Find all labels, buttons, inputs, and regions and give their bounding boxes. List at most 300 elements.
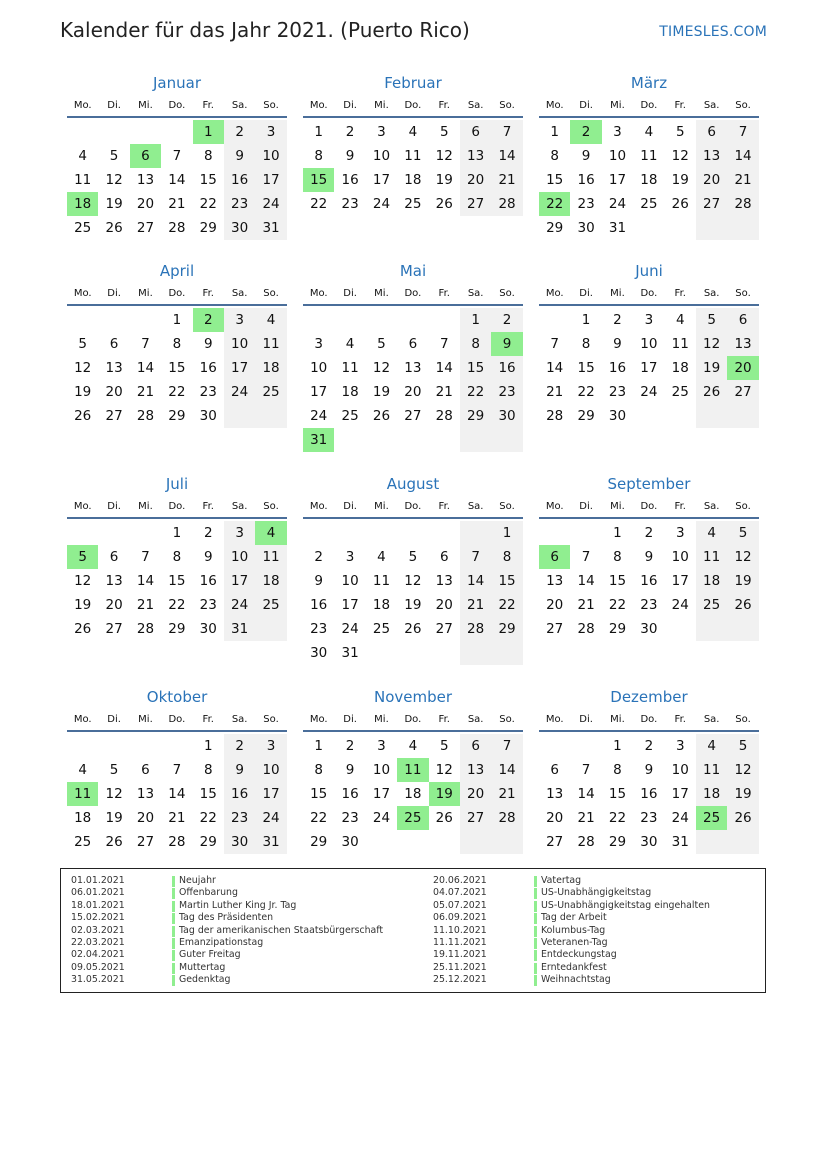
holiday-date: 05.07.2021 [433,899,487,911]
weekday-label: Sa. [467,714,484,725]
month-name: Dezember [610,688,688,706]
day-cell: 1 [460,308,491,332]
day-cell: 16 [640,786,658,802]
day-cell: 13 [460,758,491,782]
day-cell: 22 [168,597,186,613]
day-cell: 15 [168,360,186,376]
holiday-date: 19.11.2021 [433,949,487,961]
day-cell: 24 [671,810,689,826]
month-name: März [630,74,668,92]
day-cell: 12 [435,148,453,164]
day-cell: 23 [577,196,595,212]
day-cell: 19 [727,569,758,593]
day-cell: 15 [460,356,491,380]
day-cell: 15 [546,172,564,188]
day-cell: 23 [608,384,627,400]
day-cell: 31 [255,216,286,240]
day-cell: 6 [109,336,119,352]
day-cell: 17 [224,356,255,380]
day-cell: 19 [727,782,758,806]
day-cell: 25 [255,593,286,617]
day-cell: 28 [136,621,155,637]
empty-cell [429,830,460,854]
day-cell: 6 [408,336,418,352]
day-cell: 24 [224,593,255,617]
day-cell: 10 [255,758,286,782]
day-cell: 20 [136,810,155,826]
day-cell: 30 [341,834,359,850]
empty-cell [696,830,727,854]
day-cell: 10 [372,762,391,778]
day-cell: 4 [255,521,286,545]
day-cell: 29 [168,408,186,424]
day-cell: 3 [644,312,654,328]
day-cell: 12 [404,573,422,589]
day-cell: 25 [341,408,359,424]
day-cell: 6 [439,549,449,565]
day-cell: 26 [671,196,689,212]
day-grid [539,120,759,240]
day-cell: 9 [314,573,323,589]
day-cell: 4 [644,124,654,140]
weekday-label: Sa. [231,288,248,299]
empty-cell [429,521,460,545]
month-1 [303,72,523,216]
day-grid [67,120,287,240]
empty-cell [67,308,98,332]
day-cell: 29 [491,617,522,641]
day-cell: 27 [727,380,758,404]
holiday-marker [534,888,537,899]
day-cell: 14 [460,569,491,593]
weekday-label: Di. [107,501,121,512]
day-cell: 6 [550,762,559,778]
empty-cell [303,308,334,332]
month-name: November [373,688,453,706]
weekday-header [67,96,287,118]
empty-cell [334,308,365,332]
weekday-label: Mi. [610,288,625,299]
holiday-date: 11.11.2021 [433,936,487,948]
day-cell: 3 [675,525,685,541]
weekday-label: So. [735,100,751,111]
day-cell: 25 [372,621,391,637]
weekday-label: Fr. [202,714,214,725]
day-cell: 5 [727,521,758,545]
empty-cell [255,617,286,641]
day-cell: 4 [696,521,727,545]
day-cell: 5 [727,734,758,758]
empty-cell [696,404,727,428]
day-cell: 14 [577,573,595,589]
day-cell: 30 [577,220,595,236]
day-cell: 2 [224,734,255,758]
day-cell: 26 [105,220,123,236]
empty-cell [491,428,522,452]
day-cell: 23 [224,192,255,216]
empty-cell [366,641,397,665]
day-cell: 24 [341,621,359,637]
holiday-marker [534,913,537,924]
day-cell: 17 [671,786,689,802]
day-cell: 10 [224,332,255,356]
weekday-label: Do. [404,288,422,299]
day-cell: 4 [696,734,727,758]
day-cell: 13 [105,360,123,376]
holiday-name: Tag der amerikanischen Staatsbürgerschaft [179,924,384,936]
weekday-label: So. [263,501,279,512]
weekday-label: Sa. [231,100,248,111]
day-cell: 21 [168,810,186,826]
day-cell: 15 [303,168,334,192]
day-cell: 8 [314,762,323,778]
day-cell: 24 [671,597,689,613]
holiday-date: 11.10.2021 [433,924,487,936]
day-cell: 4 [78,762,87,778]
weekday-label: Fr. [438,288,450,299]
day-cell: 11 [397,758,428,782]
holiday-marker [172,975,175,986]
day-cell: 12 [671,148,689,164]
day-cell: 8 [613,549,622,565]
day-cell: 28 [546,408,564,424]
day-cell: 11 [640,148,658,164]
day-grid [67,734,287,854]
day-cell: 2 [644,525,654,541]
holiday-name: Veteranen-Tag [541,936,608,948]
holiday-date: 02.04.2021 [71,949,125,961]
day-cell: 14 [491,144,522,168]
day-cell: 31 [224,617,255,641]
day-cell: 28 [727,192,758,216]
weekday-label: Fr. [674,288,686,299]
day-cell: 9 [581,148,591,164]
day-cell: 31 [303,428,334,452]
weekday-label: Mo. [309,288,328,299]
day-cell: 14 [136,573,155,589]
holiday-name: Emanzipationstag [179,936,264,948]
day-cell: 18 [404,786,422,802]
day-cell: 7 [727,120,758,144]
day-cell: 10 [372,148,391,164]
day-cell: 23 [310,621,328,637]
day-cell: 6 [460,734,491,758]
day-cell: 8 [203,762,213,778]
day-cell: 5 [439,738,449,754]
day-cell: 14 [168,172,186,188]
day-cell: 12 [727,758,758,782]
day-cell: 13 [696,144,727,168]
day-cell: 11 [67,782,98,806]
day-cell: 11 [671,336,689,352]
day-cell: 13 [136,172,155,188]
day-cell: 27 [435,621,453,637]
weekday-label: Mo. [73,100,92,111]
empty-cell [98,308,129,332]
day-cell: 21 [491,168,522,192]
month-name: August [386,475,440,493]
day-cell: 26 [74,621,92,637]
day-grid [303,120,523,216]
weekday-label: So. [499,501,515,512]
month-7 [303,473,523,665]
holiday-marker [534,876,537,887]
day-cell: 23 [640,597,658,613]
weekday-label: So. [735,288,751,299]
empty-cell [397,428,428,452]
day-cell: 6 [539,545,570,569]
day-grid [303,734,523,854]
holiday-marker [172,950,175,961]
empty-cell [665,216,696,240]
day-cell: 7 [550,336,559,352]
weekday-label: Mo. [545,288,564,299]
day-cell: 5 [109,762,119,778]
month-8 [539,473,759,641]
weekday-label: Fr. [202,501,214,512]
day-cell: 6 [460,120,491,144]
empty-cell [727,404,758,428]
day-cell: 1 [203,738,213,754]
day-cell: 20 [546,597,564,613]
day-cell: 16 [199,360,217,376]
day-cell: 19 [74,597,92,613]
weekday-label: Fr. [674,714,686,725]
empty-cell [460,428,491,452]
weekday-label: Sa. [467,501,484,512]
weekday-label: Mi. [374,714,389,725]
day-cell: 12 [105,172,123,188]
empty-cell [67,734,98,758]
weekday-header [67,710,287,732]
empty-cell [727,830,758,854]
day-cell: 20 [696,168,727,192]
day-cell: 24 [224,380,255,404]
empty-cell [334,521,365,545]
day-cell: 27 [546,621,564,637]
day-cell: 30 [199,408,217,424]
day-cell: 29 [546,220,564,236]
day-cell: 10 [224,545,255,569]
day-cell: 3 [314,336,323,352]
day-cell: 11 [696,545,727,569]
day-cell: 11 [696,758,727,782]
day-cell: 12 [696,332,727,356]
month-5 [539,260,759,428]
weekday-label: Sa. [703,288,720,299]
day-cell: 7 [141,336,150,352]
day-cell: 20 [460,168,491,192]
day-cell: 12 [74,573,92,589]
day-cell: 18 [696,782,727,806]
day-cell: 5 [109,148,119,164]
holiday-date: 18.01.2021 [71,899,125,911]
day-cell: 20 [435,597,453,613]
empty-cell [130,120,161,144]
day-cell: 22 [539,192,570,216]
day-cell: 19 [372,384,391,400]
day-cell: 23 [199,384,217,400]
day-cell: 10 [640,336,658,352]
day-cell: 22 [491,593,522,617]
day-cell: 23 [199,597,217,613]
day-cell: 4 [675,312,685,328]
day-cell: 9 [613,336,622,352]
weekday-label: Sa. [231,714,248,725]
empty-cell [98,734,129,758]
empty-cell [130,308,161,332]
month-11 [539,686,759,854]
day-cell: 4 [408,738,418,754]
weekday-label: Di. [107,100,121,111]
day-cell: 29 [608,621,627,637]
day-cell: 15 [310,786,328,802]
weekday-label: Di. [107,288,121,299]
day-cell: 24 [640,384,658,400]
empty-cell [366,428,397,452]
day-cell: 30 [640,621,658,637]
day-cell: 16 [310,597,328,613]
day-cell: 9 [644,549,654,565]
day-cell: 9 [644,762,654,778]
day-cell: 11 [372,573,391,589]
holiday-marker [534,963,537,974]
day-cell: 17 [224,569,255,593]
day-cell: 6 [109,549,119,565]
weekday-label: Di. [343,100,357,111]
day-cell: 7 [491,120,522,144]
day-cell: 22 [199,196,217,212]
day-cell: 17 [255,782,286,806]
day-cell: 26 [696,380,727,404]
day-cell: 1 [172,312,182,328]
day-cell: 14 [727,144,758,168]
day-cell: 17 [341,597,359,613]
weekday-label: Do. [640,501,658,512]
day-cell: 13 [460,144,491,168]
empty-cell [224,404,255,428]
day-cell: 19 [105,810,123,826]
holiday-marker [172,926,175,937]
day-cell: 7 [172,148,182,164]
holiday-marker [172,901,175,912]
holiday-marker [534,901,537,912]
weekday-header [67,497,287,519]
weekday-label: So. [735,714,751,725]
holiday-name: Neujahr [179,875,216,886]
day-cell: 26 [435,810,453,826]
month-name: April [159,262,195,280]
day-cell: 7 [439,336,449,352]
holiday-name: Entdeckungstag [541,949,617,961]
day-cell: 12 [435,762,453,778]
day-grid [539,734,759,854]
weekday-label: So. [263,288,279,299]
day-cell: 25 [255,380,286,404]
day-cell: 28 [577,834,595,850]
day-cell: 28 [577,621,595,637]
weekday-header [539,96,759,118]
day-cell: 30 [199,621,217,637]
day-cell: 26 [105,834,123,850]
day-cell: 1 [491,521,522,545]
day-cell: 7 [581,762,591,778]
day-cell: 13 [727,332,758,356]
empty-cell [334,428,365,452]
weekday-label: So. [499,288,515,299]
site-link[interactable]: TIMESLES.COM [659,24,767,40]
day-cell: 2 [491,308,522,332]
day-cell: 15 [608,786,627,802]
holiday-name: Vatertag [541,875,582,886]
day-cell: 29 [168,621,186,637]
day-cell: 17 [608,172,627,188]
day-cell: 25 [671,384,689,400]
empty-cell [539,308,570,332]
day-cell: 11 [74,172,92,188]
day-cell: 8 [203,148,213,164]
weekday-label: So. [263,714,279,725]
empty-cell [366,830,397,854]
day-cell: 17 [372,786,391,802]
day-cell: 4 [78,148,87,164]
holiday-marker [172,938,175,949]
day-cell: 2 [193,308,224,332]
holiday-date: 02.03.2021 [71,924,125,936]
day-cell: 28 [168,834,186,850]
day-cell: 4 [255,308,286,332]
month-0 [67,72,287,240]
holiday-name: Erntedankfest [541,961,607,973]
holiday-marker [534,975,537,986]
day-cell: 29 [577,408,595,424]
weekday-label: Mo. [73,714,92,725]
day-cell: 16 [577,172,595,188]
weekday-label: Mi. [610,100,625,111]
weekday-label: Do. [404,100,422,111]
weekday-label: Fr. [438,714,450,725]
day-cell: 25 [696,806,727,830]
day-cell: 29 [199,220,217,236]
weekday-label: Do. [640,714,658,725]
day-cell: 28 [491,806,522,830]
day-cell: 24 [608,196,627,212]
day-cell: 20 [546,810,564,826]
day-cell: 20 [727,356,758,380]
day-cell: 21 [460,593,491,617]
day-cell: 11 [255,545,286,569]
day-cell: 13 [105,573,123,589]
day-cell: 23 [224,806,255,830]
day-cell: 7 [172,762,182,778]
day-cell: 30 [310,645,328,661]
weekday-label: Mo. [545,714,564,725]
day-cell: 27 [460,806,491,830]
holiday-marker [534,938,537,949]
day-cell: 21 [168,196,186,212]
day-cell: 2 [314,549,323,565]
day-cell: 22 [310,196,328,212]
holiday-name: Muttertag [179,961,226,973]
weekday-label: Sa. [703,501,720,512]
weekday-label: Di. [579,714,593,725]
month-9 [67,686,287,854]
weekday-label: Sa. [467,288,484,299]
day-cell: 24 [310,408,328,424]
day-cell: 22 [608,810,627,826]
day-cell: 2 [345,738,355,754]
day-cell: 22 [310,810,328,826]
